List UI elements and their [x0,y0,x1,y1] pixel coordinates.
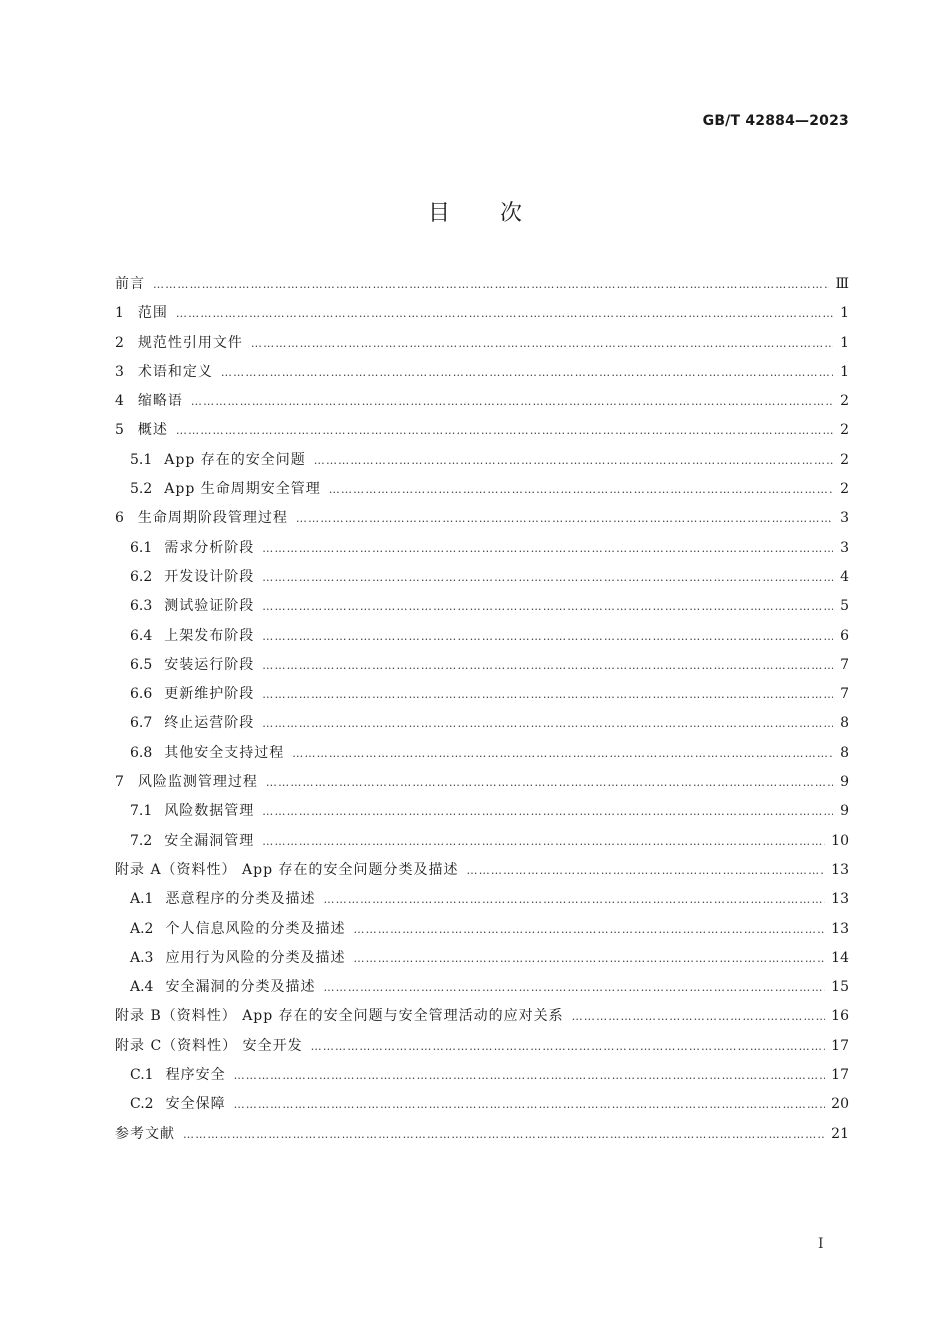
toc-entry[interactable] [115,944,849,973]
toc-entry-page: 13 [831,861,849,878]
toc-leader-dots [234,1090,826,1119]
toc-leader-dots [266,768,833,797]
toc-entry-number: 2 [115,334,124,351]
toc-entry-number: C.2 [130,1096,154,1113]
toc-entry[interactable] [115,1032,849,1061]
toc-entry-label: 安全漏洞管理 [164,832,255,849]
toc-entry-label: 范围 [137,305,168,322]
toc-entry-label: 更新维护阶段 [164,686,255,703]
toc-entry-number: 6.1 [130,539,153,556]
toc-entry-page: 7 [840,686,849,703]
toc-entry-page: 3 [840,539,849,556]
toc-entry-page: 9 [840,774,849,791]
toc-entry-page: 6 [840,627,849,644]
toc-leader-dots [262,534,833,563]
toc-entry-label: 开发设计阶段 [164,568,255,585]
toc-entry[interactable] [115,1120,849,1149]
toc-entry[interactable] [115,622,849,651]
toc-entry-page: 17 [831,1037,849,1054]
toc-entry-label: 安装运行阶段 [164,656,255,673]
toc-leader-dots [353,944,825,973]
toc-entry-label: App 生命周期安全管理 [164,481,321,498]
toc-leader-dots [262,709,833,738]
toc-entry-number: 5 [115,422,124,439]
toc-entry-number: 6.7 [130,715,153,732]
toc-entry[interactable] [115,446,849,475]
toc-entry[interactable] [115,827,849,856]
toc-entry[interactable] [115,563,849,592]
toc-entry-label: 测试验证阶段 [164,598,255,615]
toc-entry-number: 3 [115,363,124,380]
toc-entry-number: 7.2 [130,832,153,849]
toc-entry-page: 7 [840,656,849,673]
toc-entry[interactable] [115,739,849,768]
toc-entry-page: 20 [831,1096,849,1113]
toc-entry-label: 术语和定义 [137,363,213,380]
toc-entry[interactable] [115,973,849,1002]
toc-entry-page: 4 [840,568,849,585]
toc-entry-page: 10 [831,832,849,849]
toc-entry-label: 安全漏洞的分类及描述 [165,979,316,996]
toc-leader-dots [221,358,833,387]
toc-entry-page: 2 [840,451,849,468]
toc-leader-dots [292,739,833,768]
toc-entry-page: 3 [840,510,849,527]
toc-entry[interactable] [115,416,849,445]
toc-entry-number: 6.6 [130,686,153,703]
toc-entry-number: 7 [115,774,124,791]
toc-entry-page: 14 [831,949,849,966]
toc-entry-page: 8 [840,744,849,761]
toc-leader-dots [262,592,833,621]
toc-entry-label: 附录 B（资料性） App 存在的安全问题与安全管理活动的应对关系 [115,1008,564,1025]
toc-entry[interactable] [115,592,849,621]
toc-leader-dots [296,504,833,533]
toc-entry-page: 8 [840,715,849,732]
toc-entry-label: 其他安全支持过程 [164,744,285,761]
toc-entry[interactable] [115,358,849,387]
toc-entry-label: 上架发布阶段 [164,627,255,644]
toc-entry-number: 6.4 [130,627,153,644]
toc-entry-number: A.2 [130,920,154,937]
toc-entry[interactable] [115,387,849,416]
toc-leader-dots [262,651,833,680]
toc-entry-page: 5 [840,598,849,615]
toc-leader-dots [191,387,833,416]
toc-leader-dots [262,827,825,856]
table-of-contents [115,270,849,1149]
toc-entry-label: 应用行为风险的分类及描述 [165,949,346,966]
toc-leader-dots [467,856,826,885]
toc-entry-number: 6.8 [130,744,153,761]
toc-entry[interactable] [115,299,849,328]
toc-leader-dots [311,1032,826,1061]
toc-entry-page: 2 [840,393,849,410]
toc-leader-dots [353,915,825,944]
toc-entry-label: 规范性引用文件 [137,334,243,351]
toc-entry-page: 9 [840,803,849,820]
toc-leader-dots [572,1002,826,1031]
toc-entry-page: 1 [840,363,849,380]
toc-entry-label: 附录 C（资料性） 安全开发 [115,1037,303,1054]
toc-entry-number: 1 [115,305,124,322]
toc-entry-number: 6.3 [130,598,153,615]
toc-entry-page: 16 [831,1008,849,1025]
toc-leader-dots [176,299,833,328]
toc-entry[interactable] [115,329,849,358]
toc-entry-label: 个人信息风险的分类及描述 [165,920,346,937]
toc-entry-number: 6.2 [130,568,153,585]
toc-entry[interactable] [115,534,849,563]
toc-leader-dots [183,1120,825,1149]
toc-leader-dots [323,973,825,1002]
toc-entry-page: 1 [840,305,849,322]
toc-entry-number: A.4 [130,979,154,996]
toc-leader-dots [323,885,825,914]
toc-entry[interactable] [115,1061,849,1090]
toc-entry-label: 风险数据管理 [164,803,255,820]
toc-entry-page: Ⅲ [835,276,849,292]
toc-entry-number: 4 [115,393,124,410]
toc-entry[interactable] [115,270,849,299]
toc-entry-page: 15 [831,979,849,996]
toc-entry-page: 17 [831,1067,849,1084]
title-char-2: 次 [500,201,523,226]
toc-entry-number: 6 [115,510,124,527]
toc-leader-dots [251,329,833,358]
title-char-1: 目 [427,201,450,226]
toc-entry[interactable] [115,885,849,914]
toc-entry[interactable] [115,504,849,533]
toc-entry-label: 恶意程序的分类及描述 [165,891,316,908]
toc-entry-label: 风险监测管理过程 [137,774,258,791]
toc-entry-page: 13 [831,891,849,908]
toc-leader-dots [153,270,829,299]
toc-entry-page: 13 [831,920,849,937]
toc-entry-label: 附录 A（资料性） App 存在的安全问题分类及描述 [115,861,459,878]
toc-leader-dots [234,1061,826,1090]
toc-entry-number: C.1 [130,1067,154,1084]
toc-entry-label: 需求分析阶段 [164,539,255,556]
page-title [0,196,950,227]
toc-entry-page: 2 [840,422,849,439]
toc-entry-label: 参考文献 [115,1125,175,1142]
toc-entry[interactable] [115,915,849,944]
toc-leader-dots [262,563,833,592]
toc-entry[interactable] [115,768,849,797]
toc-entry-number: A.1 [130,891,154,908]
toc-entry[interactable] [115,856,849,885]
toc-entry-number: 5.2 [130,481,153,498]
toc-leader-dots [262,797,833,826]
toc-entry[interactable] [115,1002,849,1031]
toc-entry[interactable] [115,475,849,504]
toc-entry[interactable] [115,797,849,826]
toc-leader-dots [314,446,833,475]
toc-entry-page: 2 [840,481,849,498]
toc-entry[interactable] [115,1090,849,1119]
toc-entry-label: 安全保障 [165,1096,226,1113]
toc-entry-label: 前言 [115,276,145,292]
toc-entry[interactable] [115,651,849,680]
standard-code: GB/T 42884—2023 [702,113,849,129]
toc-entry[interactable] [115,680,849,709]
toc-leader-dots [262,680,833,709]
toc-entry-number: 5.1 [130,451,153,468]
toc-leader-dots [176,416,833,445]
toc-entry-page: 1 [840,334,849,351]
toc-entry-number: 6.5 [130,656,153,673]
toc-entry-label: App 存在的安全问题 [164,451,306,468]
toc-entry-label: 缩略语 [137,393,183,410]
toc-entry[interactable] [115,709,849,738]
toc-entry-number: A.3 [130,949,154,966]
toc-entry-number: 7.1 [130,803,153,820]
toc-leader-dots [262,622,833,651]
page-number: Ⅰ [818,1236,824,1252]
toc-leader-dots [329,475,833,504]
toc-entry-label: 终止运营阶段 [164,715,255,732]
toc-entry-label: 程序安全 [165,1067,226,1084]
toc-entry-label: 概述 [137,422,168,439]
toc-entry-label: 生命周期阶段管理过程 [137,510,288,527]
toc-entry-page: 21 [831,1125,849,1142]
